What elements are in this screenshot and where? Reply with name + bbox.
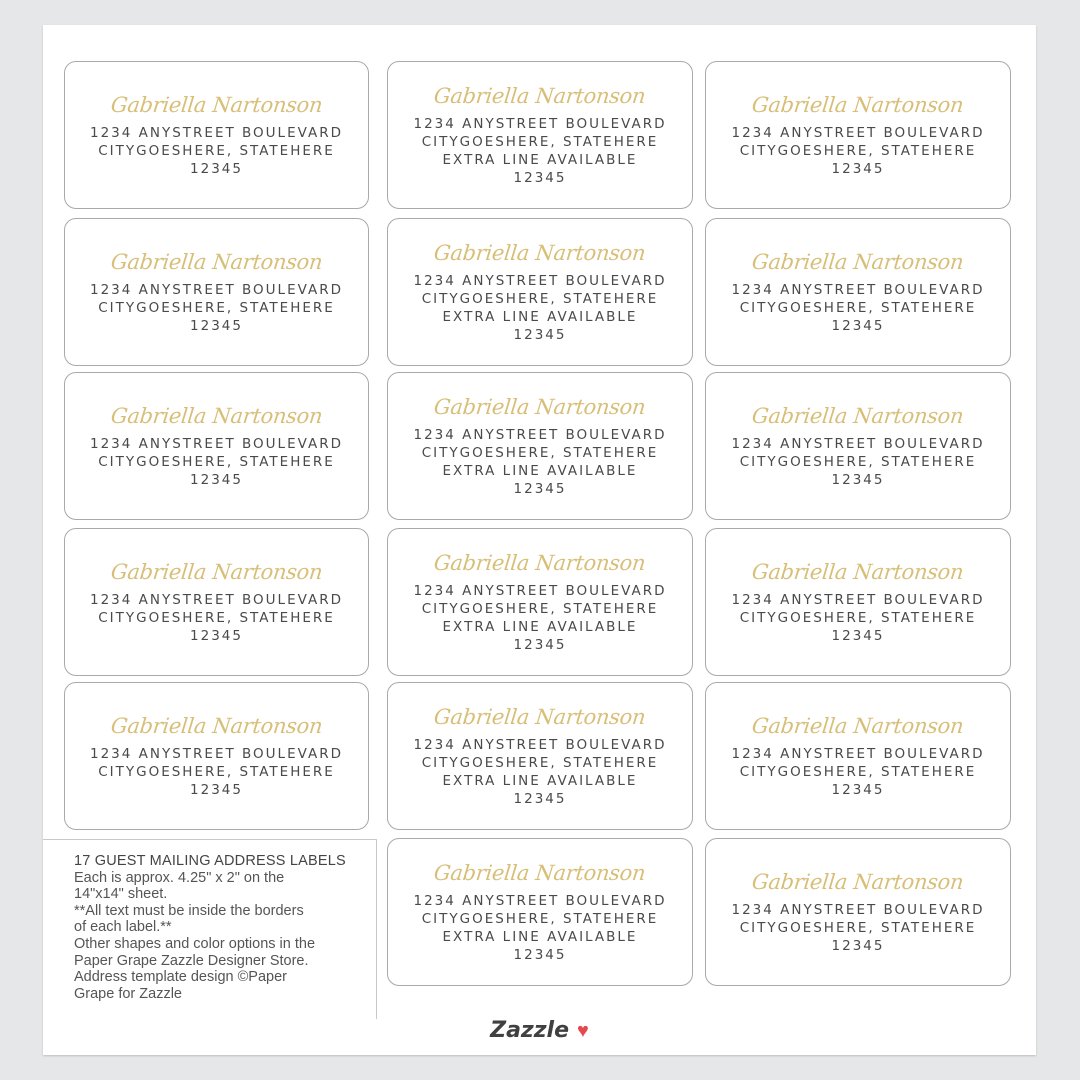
address-line-street: 1234 ANYSTREET BOULEVARD (413, 115, 667, 132)
label-name: Gabriella Nartonson (433, 83, 647, 108)
address-line-zip: 12345 (513, 946, 567, 963)
address-label (705, 838, 1011, 986)
address-line-zip: 12345 (513, 326, 567, 343)
label-sheet (43, 25, 1036, 1055)
address-line-street: 1234 ANYSTREET BOULEVARD (90, 435, 343, 452)
address-label (64, 372, 369, 520)
address-line-zip: 12345 (190, 781, 243, 798)
address-line-zip: 12345 (831, 937, 885, 954)
address-label (64, 682, 369, 830)
address-line-city: CITYGOESHERE, STATEHERE (98, 142, 335, 159)
address-line-city: CITYGOESHERE, STATEHERE (739, 453, 977, 470)
address-line-street: 1234 ANYSTREET BOULEVARD (90, 591, 343, 608)
info-line: of each label.** (74, 919, 172, 936)
address-label (387, 682, 693, 830)
address-line-street: 1234 ANYSTREET BOULEVARD (413, 736, 667, 753)
address-line-street: 1234 ANYSTREET BOULEVARD (731, 124, 985, 141)
address-line-city: CITYGOESHERE, STATEHERE (98, 763, 335, 780)
address-label (387, 528, 693, 676)
address-label (64, 61, 369, 209)
address-line-street: 1234 ANYSTREET BOULEVARD (731, 745, 985, 762)
info-panel (43, 839, 377, 1019)
address-line-extra: EXTRA LINE AVAILABLE (442, 462, 638, 479)
address-line-city: CITYGOESHERE, STATEHERE (98, 609, 335, 626)
address-label (705, 528, 1011, 676)
address-line-city: CITYGOESHERE, STATEHERE (739, 299, 977, 316)
info-line: Each is approx. 4.25" x 2" on the (74, 869, 285, 886)
address-line-zip: 12345 (831, 160, 885, 177)
address-line-city: CITYGOESHERE, STATEHERE (421, 910, 659, 927)
brand-footer (43, 1015, 1036, 1045)
label-name: Gabriella Nartonson (433, 394, 647, 419)
label-name: Gabriella Nartonson (433, 704, 647, 729)
info-line: **All text must be inside the borders (74, 902, 304, 919)
label-name: Gabriella Nartonson (433, 550, 647, 575)
address-label (387, 61, 693, 209)
info-line: Grape for Zazzle (74, 985, 182, 1002)
address-line-zip: 12345 (190, 627, 243, 644)
address-line-city: CITYGOESHERE, STATEHERE (98, 299, 335, 316)
address-line-street: 1234 ANYSTREET BOULEVARD (413, 582, 667, 599)
address-line-city: CITYGOESHERE, STATEHERE (739, 142, 977, 159)
address-label (705, 61, 1011, 209)
address-line-zip: 12345 (831, 471, 885, 488)
label-name: Gabriella Nartonson (751, 559, 965, 584)
address-line-city: CITYGOESHERE, STATEHERE (421, 754, 659, 771)
info-line: Other shapes and color options in the (74, 935, 316, 952)
address-line-city: CITYGOESHERE, STATEHERE (98, 453, 335, 470)
address-line-zip: 12345 (513, 790, 567, 807)
address-label (705, 218, 1011, 366)
address-line-street: 1234 ANYSTREET BOULEVARD (90, 281, 343, 298)
address-line-zip: 12345 (831, 317, 885, 334)
address-line-street: 1234 ANYSTREET BOULEVARD (413, 892, 667, 909)
label-name: Gabriella Nartonson (751, 403, 965, 428)
address-line-city: CITYGOESHERE, STATEHERE (739, 763, 977, 780)
address-line-extra: EXTRA LINE AVAILABLE (442, 772, 638, 789)
address-line-extra: EXTRA LINE AVAILABLE (442, 151, 638, 168)
info-line: 14"x14" sheet. (74, 886, 168, 903)
address-line-city: CITYGOESHERE, STATEHERE (421, 133, 659, 150)
label-name: Gabriella Nartonson (109, 713, 324, 738)
label-name: Gabriella Nartonson (751, 92, 965, 117)
address-line-city: CITYGOESHERE, STATEHERE (739, 609, 977, 626)
address-line-zip: 12345 (831, 627, 885, 644)
info-text (74, 853, 369, 1002)
heart-icon: ♥ (577, 1019, 589, 1042)
label-name: Gabriella Nartonson (109, 559, 324, 584)
address-line-street: 1234 ANYSTREET BOULEVARD (731, 281, 985, 298)
address-line-street: 1234 ANYSTREET BOULEVARD (731, 591, 985, 608)
address-line-street: 1234 ANYSTREET BOULEVARD (731, 435, 985, 452)
address-line-street: 1234 ANYSTREET BOULEVARD (731, 901, 985, 918)
address-line-zip: 12345 (190, 160, 243, 177)
address-label (705, 372, 1011, 520)
label-name: Gabriella Nartonson (433, 240, 647, 265)
zazzle-logo[interactable]: Zazzle (490, 1017, 569, 1043)
address-label (387, 372, 693, 520)
address-line-zip: 12345 (190, 317, 243, 334)
address-line-zip: 12345 (831, 781, 885, 798)
info-line: Paper Grape Zazzle Designer Store. (74, 952, 309, 969)
address-line-extra: EXTRA LINE AVAILABLE (442, 308, 638, 325)
address-line-zip: 12345 (513, 636, 567, 653)
address-label (64, 218, 369, 366)
address-line-city: CITYGOESHERE, STATEHERE (421, 600, 659, 617)
label-name: Gabriella Nartonson (751, 869, 965, 894)
info-title: 17 GUEST MAILING ADDRESS LABELS (74, 853, 346, 869)
address-line-extra: EXTRA LINE AVAILABLE (442, 928, 638, 945)
address-label (705, 682, 1011, 830)
address-label (387, 218, 693, 366)
label-name: Gabriella Nartonson (109, 403, 324, 428)
address-line-city: CITYGOESHERE, STATEHERE (421, 444, 659, 461)
address-line-street: 1234 ANYSTREET BOULEVARD (90, 124, 343, 141)
label-name: Gabriella Nartonson (109, 92, 324, 117)
label-name: Gabriella Nartonson (433, 860, 647, 885)
address-line-city: CITYGOESHERE, STATEHERE (739, 919, 977, 936)
label-name: Gabriella Nartonson (751, 249, 965, 274)
address-label (387, 838, 693, 986)
address-line-street: 1234 ANYSTREET BOULEVARD (413, 426, 667, 443)
address-line-zip: 12345 (190, 471, 243, 488)
address-line-street: 1234 ANYSTREET BOULEVARD (413, 272, 667, 289)
label-name: Gabriella Nartonson (109, 249, 324, 274)
address-line-extra: EXTRA LINE AVAILABLE (442, 618, 638, 635)
address-line-city: CITYGOESHERE, STATEHERE (421, 290, 659, 307)
address-line-street: 1234 ANYSTREET BOULEVARD (90, 745, 343, 762)
address-label (64, 528, 369, 676)
label-name: Gabriella Nartonson (751, 713, 965, 738)
info-line: Address template design ©Paper (74, 969, 287, 986)
address-line-zip: 12345 (513, 480, 567, 497)
address-line-zip: 12345 (513, 169, 567, 186)
